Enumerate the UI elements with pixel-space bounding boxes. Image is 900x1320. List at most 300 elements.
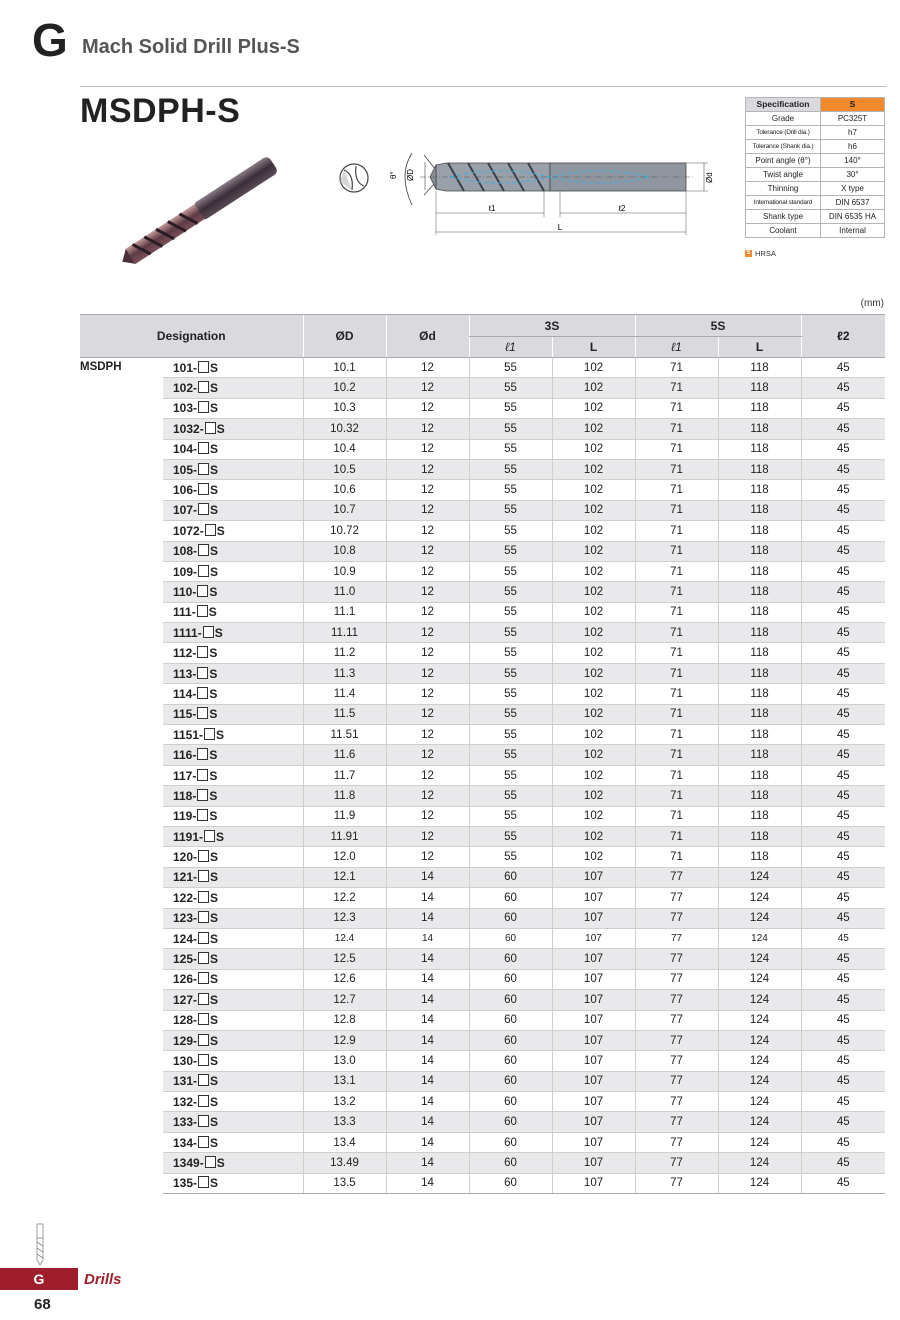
cell-l1-5: 77 — [635, 928, 718, 948]
cell-l1-5: 71 — [635, 623, 718, 643]
designation-code — [163, 358, 303, 378]
cell-L-5: 124 — [718, 928, 801, 948]
cell-l1-3: 60 — [469, 867, 552, 887]
cell-l1-5: 71 — [635, 826, 718, 846]
cell-d: 12 — [386, 623, 469, 643]
code-prefix: 128- — [173, 1013, 198, 1028]
code-prefix: 1349- — [173, 1155, 204, 1170]
code-suffix: S — [210, 462, 219, 477]
cell-L-5: 118 — [718, 847, 801, 867]
dia-d-label: Ød — [705, 172, 714, 183]
code-prefix: 122- — [173, 890, 198, 905]
series-name: MSDPH — [80, 361, 122, 373]
cell-l1-5: 77 — [635, 1051, 718, 1071]
cell-d: 12 — [386, 439, 469, 459]
cell-D: 10.6 — [303, 480, 386, 500]
cell-d: 14 — [386, 867, 469, 887]
code-suffix: S — [210, 360, 219, 375]
dia-D-label: ØD — [406, 169, 415, 181]
spec-label: Twist angle — [746, 168, 821, 182]
table-row — [80, 582, 885, 602]
spec-value: 140° — [821, 154, 885, 168]
cell-L-3: 102 — [552, 521, 635, 541]
code-prefix: 115- — [173, 707, 197, 722]
cell-D: 13.3 — [303, 1112, 386, 1132]
designation-code — [163, 561, 303, 581]
cell-l1-3: 55 — [469, 643, 552, 663]
cell-l2: 45 — [801, 480, 885, 500]
cell-D: 12.4 — [303, 928, 386, 948]
cell-L-3: 107 — [552, 1132, 635, 1152]
cell-l2: 45 — [801, 908, 885, 928]
option-box-icon — [198, 1034, 209, 1046]
cell-l1-3: 60 — [469, 928, 552, 948]
cell-d: 12 — [386, 725, 469, 745]
designation-code — [163, 1010, 303, 1030]
cell-L-5: 118 — [718, 826, 801, 846]
product-title: MSDPH-S — [80, 92, 241, 130]
code-prefix: 106- — [173, 483, 198, 498]
designation-code — [163, 419, 303, 439]
designation-code — [163, 623, 303, 643]
cell-l1-5: 71 — [635, 459, 718, 479]
code-prefix: 121- — [173, 870, 198, 885]
cell-d: 12 — [386, 561, 469, 581]
code-suffix: S — [210, 952, 219, 967]
code-suffix: S — [210, 972, 219, 987]
designation-code — [163, 582, 303, 602]
cell-l1-5: 71 — [635, 602, 718, 622]
option-box-icon — [198, 972, 209, 984]
designation-code — [163, 1153, 303, 1173]
code-suffix: S — [210, 890, 219, 905]
cell-L-3: 102 — [552, 745, 635, 765]
cell-l2: 45 — [801, 1112, 885, 1132]
cell-L-5: 118 — [718, 480, 801, 500]
cell-l1-3: 60 — [469, 1030, 552, 1050]
code-prefix: 1032- — [173, 421, 204, 436]
designation-code — [163, 602, 303, 622]
cell-l2: 45 — [801, 521, 885, 541]
cell-l2: 45 — [801, 1030, 885, 1050]
cell-D: 13.5 — [303, 1173, 386, 1193]
cell-L-3: 107 — [552, 928, 635, 948]
code-suffix: S — [214, 625, 223, 640]
cell-D: 10.4 — [303, 439, 386, 459]
designation-code — [163, 541, 303, 561]
option-box-icon — [197, 605, 208, 617]
cell-l1-3: 55 — [469, 765, 552, 785]
cell-l2: 45 — [801, 1051, 885, 1071]
option-box-icon — [198, 381, 209, 393]
option-box-icon — [197, 789, 208, 801]
code-prefix: 131- — [173, 1074, 198, 1089]
page-number: 68 — [34, 1296, 51, 1313]
cell-L-3: 102 — [552, 765, 635, 785]
option-box-icon — [198, 565, 209, 577]
cell-l2: 45 — [801, 684, 885, 704]
spec-label: Tolerance (Shank dia.) — [746, 140, 821, 154]
cell-D: 12.0 — [303, 847, 386, 867]
code-prefix: 133- — [173, 1115, 198, 1130]
cell-L-5: 118 — [718, 459, 801, 479]
code-suffix: S — [216, 1155, 225, 1170]
option-box-icon — [198, 401, 209, 413]
cell-L-5: 118 — [718, 419, 801, 439]
cell-l1-5: 71 — [635, 358, 718, 378]
code-suffix: S — [209, 666, 218, 681]
option-box-icon — [198, 1054, 209, 1066]
designation-code — [163, 806, 303, 826]
col-3S-l1: ℓ1 — [469, 337, 552, 358]
cell-d: 12 — [386, 398, 469, 418]
code-suffix: S — [210, 564, 219, 579]
spec-value: h7 — [821, 126, 885, 140]
code-suffix: S — [210, 381, 219, 396]
option-box-icon — [205, 1156, 216, 1168]
designation-code — [163, 765, 303, 785]
table-row — [80, 725, 885, 745]
cell-l2: 45 — [801, 541, 885, 561]
cell-L-5: 118 — [718, 806, 801, 826]
code-prefix: 1151- — [173, 727, 204, 742]
cell-L-3: 102 — [552, 704, 635, 724]
cell-d: 12 — [386, 582, 469, 602]
table-row — [80, 806, 885, 826]
designation-code — [163, 908, 303, 928]
table-row — [80, 602, 885, 622]
cell-L-5: 124 — [718, 1051, 801, 1071]
option-box-icon — [198, 932, 209, 944]
cell-L-5: 118 — [718, 623, 801, 643]
cell-l1-5: 71 — [635, 786, 718, 806]
cell-l1-3: 60 — [469, 949, 552, 969]
spec-header-grade: S — [821, 98, 885, 112]
designation-code — [163, 643, 303, 663]
table-row — [80, 990, 885, 1010]
code-suffix: S — [216, 421, 225, 436]
cell-L-3: 102 — [552, 643, 635, 663]
code-suffix: S — [210, 1094, 219, 1109]
cell-L-5: 118 — [718, 684, 801, 704]
cell-L-5: 124 — [718, 1173, 801, 1193]
cell-L-5: 118 — [718, 439, 801, 459]
cell-l1-5: 71 — [635, 480, 718, 500]
cell-l1-3: 55 — [469, 847, 552, 867]
cell-L-3: 102 — [552, 602, 635, 622]
table-row — [80, 1030, 885, 1050]
code-prefix: 1111- — [173, 625, 202, 640]
option-box-icon — [197, 687, 208, 699]
table-row — [80, 908, 885, 928]
option-box-icon — [198, 850, 209, 862]
cell-D: 12.2 — [303, 888, 386, 908]
cell-D: 12.8 — [303, 1010, 386, 1030]
cell-l2: 45 — [801, 1173, 885, 1193]
option-box-icon — [198, 544, 209, 556]
cell-L-3: 107 — [552, 1030, 635, 1050]
spec-value: X type — [821, 182, 885, 196]
series-title: Mach Solid Drill Plus-S — [82, 36, 300, 58]
cell-l1-5: 71 — [635, 521, 718, 541]
cell-l2: 45 — [801, 582, 885, 602]
cell-l1-3: 60 — [469, 1051, 552, 1071]
drill-shank — [192, 155, 278, 221]
L-label: L — [557, 223, 563, 232]
cell-l1-5: 71 — [635, 725, 718, 745]
cell-d: 12 — [386, 378, 469, 398]
table-row — [80, 358, 885, 378]
cell-L-5: 124 — [718, 1010, 801, 1030]
spec-row — [746, 196, 885, 210]
cell-l1-5: 77 — [635, 1030, 718, 1050]
designation-code — [163, 786, 303, 806]
cell-D: 10.2 — [303, 378, 386, 398]
code-suffix: S — [210, 850, 219, 865]
cell-l1-3: 55 — [469, 806, 552, 826]
code-prefix: 130- — [173, 1053, 198, 1068]
cell-l1-3: 55 — [469, 786, 552, 806]
cell-l1-5: 71 — [635, 745, 718, 765]
cell-L-5: 118 — [718, 541, 801, 561]
cell-d: 12 — [386, 358, 469, 378]
cell-l2: 45 — [801, 663, 885, 683]
hrsa-text: HRSA — [755, 249, 776, 258]
cell-l1-3: 55 — [469, 725, 552, 745]
spec-value: DIN 6537 — [821, 196, 885, 210]
code-prefix: 111- — [173, 605, 196, 620]
cell-d: 12 — [386, 541, 469, 561]
code-prefix: 103- — [173, 401, 198, 416]
cell-l1-3: 60 — [469, 908, 552, 928]
option-box-icon — [198, 1074, 209, 1086]
cell-l1-5: 71 — [635, 684, 718, 704]
dimension-table — [80, 314, 885, 1194]
cell-L-3: 102 — [552, 419, 635, 439]
cell-L-5: 124 — [718, 867, 801, 887]
option-box-icon — [197, 646, 208, 658]
cell-L-3: 107 — [552, 1051, 635, 1071]
cell-D: 12.6 — [303, 969, 386, 989]
table-row — [80, 786, 885, 806]
cell-l1-5: 77 — [635, 867, 718, 887]
cell-L-3: 107 — [552, 888, 635, 908]
code-prefix: 118- — [173, 788, 197, 803]
designation-code — [163, 1173, 303, 1193]
cell-l2: 45 — [801, 378, 885, 398]
code-suffix: S — [216, 523, 225, 538]
option-box-icon — [198, 483, 209, 495]
cell-D: 10.3 — [303, 398, 386, 418]
cell-D: 10.32 — [303, 419, 386, 439]
table-row — [80, 378, 885, 398]
hrsa-mark: S — [746, 250, 751, 256]
designation-code — [163, 867, 303, 887]
cell-l1-3: 55 — [469, 623, 552, 643]
cell-L-3: 107 — [552, 908, 635, 928]
designation-code — [163, 480, 303, 500]
spec-label: Grade — [746, 112, 821, 126]
cell-l1-3: 55 — [469, 398, 552, 418]
table-row — [80, 969, 885, 989]
cell-d: 12 — [386, 786, 469, 806]
l1-label: ℓ1 — [488, 204, 496, 213]
code-suffix: S — [210, 1135, 219, 1150]
cell-l1-3: 55 — [469, 582, 552, 602]
cell-L-5: 118 — [718, 561, 801, 581]
designation-code — [163, 725, 303, 745]
code-suffix: S — [210, 870, 219, 885]
cell-L-3: 102 — [552, 663, 635, 683]
code-suffix: S — [216, 727, 225, 742]
code-suffix: S — [210, 931, 219, 946]
cell-l1-5: 77 — [635, 949, 718, 969]
cell-d: 12 — [386, 602, 469, 622]
cell-l1-5: 77 — [635, 908, 718, 928]
code-prefix: 110- — [173, 584, 197, 599]
cell-l2: 45 — [801, 888, 885, 908]
spec-row — [746, 112, 885, 126]
spec-row — [746, 126, 885, 140]
designation-code — [163, 888, 303, 908]
option-box-icon — [198, 361, 209, 373]
table-row — [80, 419, 885, 439]
cell-D: 11.8 — [303, 786, 386, 806]
cell-L-5: 124 — [718, 1112, 801, 1132]
drill-icon — [33, 1222, 47, 1266]
cell-L-3: 102 — [552, 480, 635, 500]
option-box-icon — [198, 1136, 209, 1148]
col-designation: Designation — [80, 315, 303, 358]
code-suffix: S — [209, 686, 218, 701]
cell-L-5: 124 — [718, 1071, 801, 1091]
cell-D: 10.72 — [303, 521, 386, 541]
cell-D: 11.9 — [303, 806, 386, 826]
cell-l1-3: 60 — [469, 1112, 552, 1132]
table-row — [80, 765, 885, 785]
code-suffix: S — [210, 442, 219, 457]
cell-D: 12.9 — [303, 1030, 386, 1050]
code-suffix: S — [209, 809, 218, 824]
table-row — [80, 459, 885, 479]
drill-photo — [105, 160, 300, 260]
code-suffix: S — [216, 829, 225, 844]
cell-l2: 45 — [801, 1010, 885, 1030]
cell-D: 11.0 — [303, 582, 386, 602]
cell-l2: 45 — [801, 786, 885, 806]
code-prefix: 107- — [173, 503, 198, 518]
cell-l1-3: 60 — [469, 888, 552, 908]
table-row — [80, 867, 885, 887]
table-row — [80, 1132, 885, 1152]
cell-l2: 45 — [801, 704, 885, 724]
cell-l1-5: 71 — [635, 704, 718, 724]
cell-D: 11.2 — [303, 643, 386, 663]
cell-l1-3: 55 — [469, 521, 552, 541]
table-row — [80, 1173, 885, 1193]
cell-d: 14 — [386, 990, 469, 1010]
designation-code — [163, 826, 303, 846]
designation-code — [163, 745, 303, 765]
cell-l1-3: 55 — [469, 602, 552, 622]
designation-code — [163, 521, 303, 541]
cell-l2: 45 — [801, 643, 885, 663]
code-prefix: 104- — [173, 442, 198, 457]
spec-value: Internal — [821, 224, 885, 238]
cell-L-3: 107 — [552, 1112, 635, 1132]
cell-d: 14 — [386, 969, 469, 989]
option-box-icon — [205, 524, 216, 536]
cell-l2: 45 — [801, 990, 885, 1010]
spec-header-label: Specification — [746, 98, 821, 112]
cell-L-5: 124 — [718, 949, 801, 969]
cell-l1-5: 77 — [635, 990, 718, 1010]
cell-d: 12 — [386, 826, 469, 846]
cell-l1-3: 55 — [469, 684, 552, 704]
table-row — [80, 1112, 885, 1132]
cell-L-5: 118 — [718, 643, 801, 663]
section-letter: G — [32, 14, 68, 66]
cell-d: 14 — [386, 888, 469, 908]
cell-L-5: 124 — [718, 1153, 801, 1173]
cell-d: 12 — [386, 480, 469, 500]
cell-D: 11.91 — [303, 826, 386, 846]
cell-l2: 45 — [801, 826, 885, 846]
cell-L-5: 124 — [718, 1030, 801, 1050]
cell-l2: 45 — [801, 500, 885, 520]
cell-l1-5: 71 — [635, 500, 718, 520]
code-prefix: 1191- — [173, 829, 204, 844]
option-box-icon — [197, 809, 208, 821]
cell-L-3: 102 — [552, 623, 635, 643]
cell-L-3: 102 — [552, 847, 635, 867]
option-box-icon — [198, 891, 209, 903]
cell-l1-5: 77 — [635, 1173, 718, 1193]
cell-l1-5: 71 — [635, 378, 718, 398]
code-suffix: S — [209, 707, 218, 722]
cell-l1-5: 71 — [635, 765, 718, 785]
designation-code — [163, 847, 303, 867]
cell-l1-5: 77 — [635, 888, 718, 908]
cell-L-5: 124 — [718, 969, 801, 989]
cell-d: 14 — [386, 1051, 469, 1071]
cell-L-3: 102 — [552, 358, 635, 378]
cell-l1-5: 71 — [635, 847, 718, 867]
cell-l1-5: 71 — [635, 582, 718, 602]
code-suffix: S — [210, 1053, 219, 1068]
cell-l1-5: 71 — [635, 643, 718, 663]
option-box-icon — [198, 1013, 209, 1025]
spec-label: Thinning — [746, 182, 821, 196]
option-box-icon — [198, 1095, 209, 1107]
designation-code — [163, 439, 303, 459]
cell-L-3: 102 — [552, 561, 635, 581]
cell-l2: 45 — [801, 561, 885, 581]
cell-l1-5: 71 — [635, 439, 718, 459]
cell-L-5: 118 — [718, 602, 801, 622]
code-suffix: S — [210, 544, 219, 559]
cell-L-5: 118 — [718, 582, 801, 602]
code-suffix: S — [209, 646, 218, 661]
cell-D: 13.49 — [303, 1153, 386, 1173]
cell-l1-3: 55 — [469, 358, 552, 378]
code-suffix: S — [210, 503, 219, 518]
cell-D: 10.9 — [303, 561, 386, 581]
table-row — [80, 745, 885, 765]
cell-l1-3: 60 — [469, 969, 552, 989]
cell-d: 12 — [386, 419, 469, 439]
cell-l2: 45 — [801, 867, 885, 887]
